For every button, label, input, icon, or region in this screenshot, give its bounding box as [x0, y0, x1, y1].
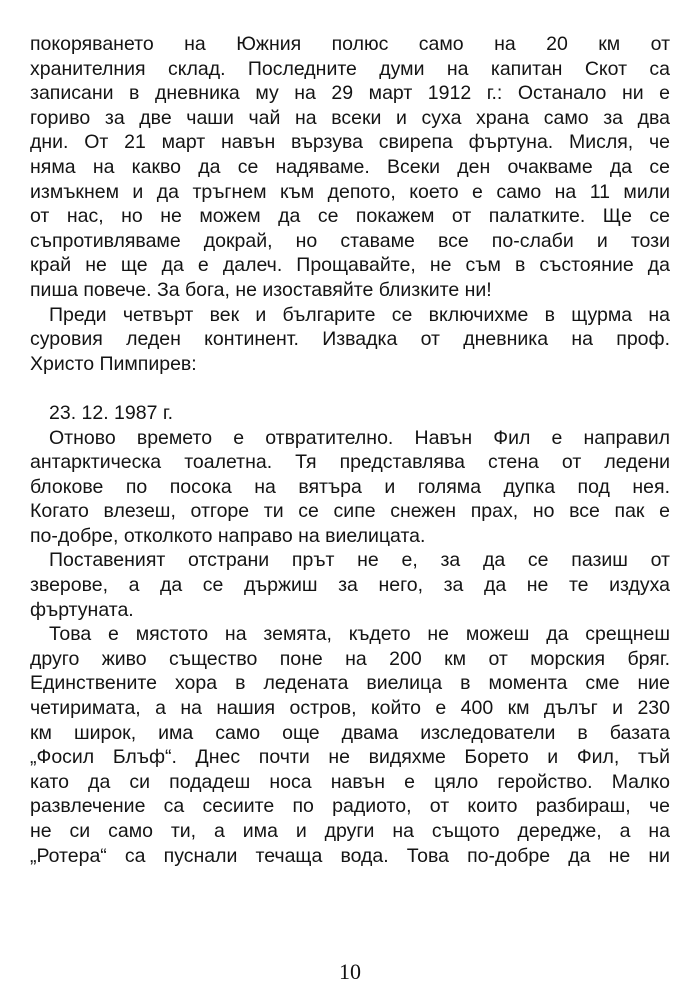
text-line: антарктическа тоалетна. Тя представлява стена от ледени [30, 451, 670, 474]
text-line: Отново времето е отвратително. Навън Фил е направил [49, 426, 670, 449]
text-line: зверове, а да се държиш за него, за да не те издуха [30, 574, 670, 597]
text-line: по-добре, отколкото направо на виелицата. [30, 524, 426, 547]
text-line: „Фосил Блъф“. Днес почти не видяхме Борето и Фил, тъй [30, 746, 670, 769]
text-line: покоряването на Южния полюс само на 20 км от [30, 33, 670, 55]
text-line: измъкнем и да тръгнем към депото, което е само на 11 мили [30, 180, 670, 203]
text-line: фъртуната. [30, 598, 134, 621]
text-line: записани в дневника му на 29 март 1912 г.: Останало ни е [30, 82, 670, 105]
text-line: Това е мястото на земята, където не можеш да срещнеш [49, 623, 670, 646]
text-line: гориво за две чаши чай на всеки и суха храна само за два [30, 106, 670, 129]
paragraph-gap [30, 376, 670, 401]
text-line: от нас, но не можем да се покажем от палатките. Ще се [30, 205, 670, 228]
text-line: развлечение са сесиите по радиото, от които разбираш, че [30, 795, 670, 818]
text-line: Поставеният отстрани прът не е, за да се пазиш от [49, 549, 670, 572]
text-line: Преди четвърт век и българите се включихме в щурма на [49, 303, 670, 326]
text-line: „Ротера“ са пуснали течаща вода. Това по-добре да не ни [30, 844, 670, 867]
text-line: не си само ти, а има и други на същото дередже, а на [30, 820, 670, 842]
page-number: 10 [339, 959, 361, 984]
text-line: като да си подадеш носа навън е цяло геройство. Малко [30, 770, 670, 793]
text-line: четиримата, а на нашия остров, който е 400 км дълъг и 230 [30, 697, 670, 720]
text-line: пиша повече. За бога, не изоставяйте близките ни! [30, 278, 492, 301]
text-line: край не ще да е далеч. Прощавайте, не съм в състояние да [30, 254, 670, 277]
text-line: Единствените хора в ледената виелица в момента сме ние [30, 672, 670, 695]
text-line: Когато влезеш, отгоре ти се сипе снежен прах, но все пак е [30, 500, 670, 523]
diary-date: 23. 12. 1987 г. [49, 401, 173, 424]
text-line: друго живо същество поне на 200 км от морския бряг. [30, 647, 670, 670]
text-line: няма на какво да се надяваме. Всеки ден очакваме да се [30, 155, 670, 178]
text-line: Христо Пимпирев: [30, 352, 197, 375]
text-line: блокове по посока на вятъра и голяма дупка под нея. [30, 475, 670, 498]
text-line: км широк, има само още двама изследователи в базата [30, 721, 670, 744]
body-text [30, 32, 670, 868]
text-line: дни. От 21 март навън вързува свирепа фъртуна. Мисля, че [30, 131, 670, 154]
text-line: суровия леден континент. Извадка от дневника на проф. [30, 328, 670, 351]
text-line: съпротивляваме докрай, но ставаме все по-слаби и този [30, 229, 670, 252]
text-line: хранителния склад. Последните думи на капитан Скот са [30, 57, 670, 80]
